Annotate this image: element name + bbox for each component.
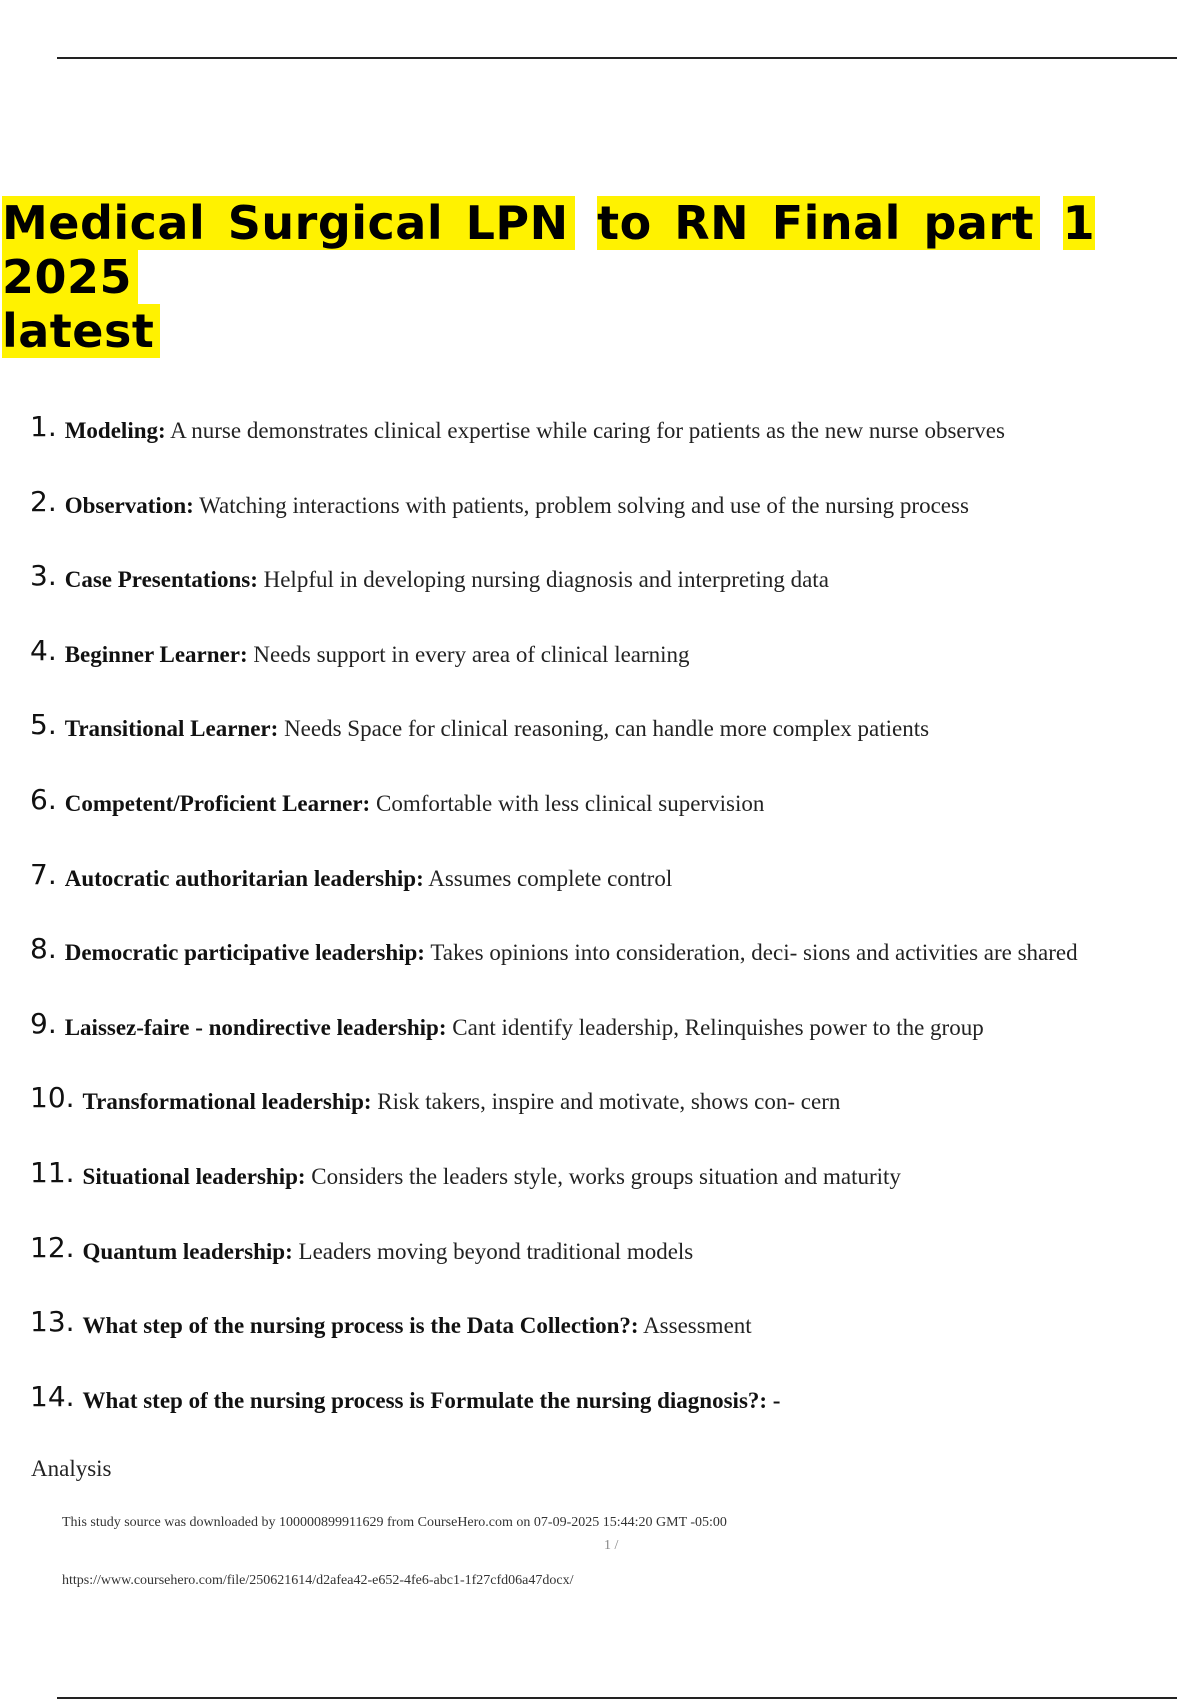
item-definition: Risk takers, inspire and motivate, shows con- cern xyxy=(377,1089,841,1115)
answer-continuation: Analysis xyxy=(31,1456,112,1481)
item-term: Democratic participative leadership: xyxy=(64,940,425,966)
item-number: 5. xyxy=(30,708,57,742)
term-list xyxy=(30,410,1180,1454)
item-definition: Helpful in developing nursing diagnosis and interpreting data xyxy=(263,567,829,593)
list-item xyxy=(30,858,1180,933)
title-part-4: latest xyxy=(2,304,160,358)
item-number: 4. xyxy=(30,633,57,667)
title-part-1: Medical Surgical LPN xyxy=(2,196,575,250)
item-number: 11. xyxy=(30,1155,75,1189)
item-number: 9. xyxy=(30,1006,57,1040)
item-definition: Watching interactions with patients, problem solving and use of the nursing process xyxy=(199,492,969,518)
item-definition: A nurse demonstrates clinical expertise while caring for patients as the new nurse observes xyxy=(170,418,1005,443)
item-term: Quantum leadership: xyxy=(82,1238,293,1264)
item-number: 10. xyxy=(30,1081,75,1115)
item-definition: Leaders moving beyond traditional models xyxy=(298,1238,694,1264)
list-item xyxy=(30,1007,1180,1082)
item-term: What step of the nursing process is Formulate the nursing diagnosis?: - xyxy=(82,1387,781,1413)
item-number: 1. xyxy=(30,410,57,443)
list-item xyxy=(30,1231,1180,1306)
title-part-2: to RN Final part xyxy=(597,196,1040,250)
item-definition: Considers the leaders style, works groups situation and maturity xyxy=(311,1163,901,1189)
item-term: Transitional Learner: xyxy=(64,716,279,742)
item-term: Modeling: xyxy=(64,418,166,443)
bottom-rule xyxy=(57,1697,1177,1699)
item-term: Observation: xyxy=(64,492,194,518)
item-term: Competent/Proficient Learner: xyxy=(64,790,371,816)
list-item xyxy=(30,1156,1180,1231)
download-notice: This study source was downloaded by 100000899911629 from CourseHero.com on 07-09-2025 15:44:20 GMT -05:00 xyxy=(62,1515,727,1530)
document-title xyxy=(2,196,1182,358)
item-term: Transformational leadership: xyxy=(82,1089,372,1115)
list-item xyxy=(30,932,1180,1007)
list-item xyxy=(30,1081,1180,1156)
item-definition: Needs Space for clinical reasoning, can handle more complex patients xyxy=(284,716,930,742)
item-term: Case Presentations: xyxy=(64,567,258,593)
list-item xyxy=(30,783,1180,858)
item-number: 14. xyxy=(30,1379,75,1413)
list-item xyxy=(30,1305,1180,1380)
item-definition: Comfortable with less clinical supervision xyxy=(375,790,765,816)
top-rule xyxy=(57,57,1177,59)
item-term: Laissez-faire - nondirective leadership: xyxy=(64,1014,447,1040)
item-number: 7. xyxy=(30,857,57,891)
item-number: 3. xyxy=(30,559,57,593)
item-definition: Assessment xyxy=(643,1313,752,1339)
item-number: 8. xyxy=(30,932,57,966)
item-term: Autocratic authoritarian leadership: xyxy=(64,865,424,891)
item-number: 2. xyxy=(30,484,57,518)
item-number: 12. xyxy=(30,1230,75,1264)
list-item xyxy=(30,410,1180,485)
item-term: What step of the nursing process is the Data Collection?: xyxy=(82,1313,639,1339)
list-item xyxy=(30,559,1180,634)
item-number: 6. xyxy=(30,782,57,816)
page-number: 1 / xyxy=(604,1538,619,1553)
title-part-3: 1 2025 xyxy=(2,196,1096,304)
list-item xyxy=(30,634,1180,709)
source-url-link[interactable]: https://www.coursehero.com/file/250621614/d2afea42-e652-4fe6-abc1-1f27cfd06a47docx/ xyxy=(62,1573,574,1588)
item-definition: Needs support in every area of clinical learning xyxy=(253,641,690,667)
item-term: Situational leadership: xyxy=(82,1163,306,1189)
item-term: Beginner Learner: xyxy=(64,641,248,667)
list-item xyxy=(30,485,1180,560)
list-item xyxy=(30,708,1180,783)
item-definition: Assumes complete control xyxy=(428,865,673,891)
item-definition: Cant identify leadership, Relinquishes power to the group xyxy=(452,1014,984,1040)
list-item xyxy=(30,1380,1180,1455)
item-definition: Takes opinions into consideration, deci- sions and activities are shared xyxy=(430,940,1078,966)
item-number: 13. xyxy=(30,1305,75,1339)
